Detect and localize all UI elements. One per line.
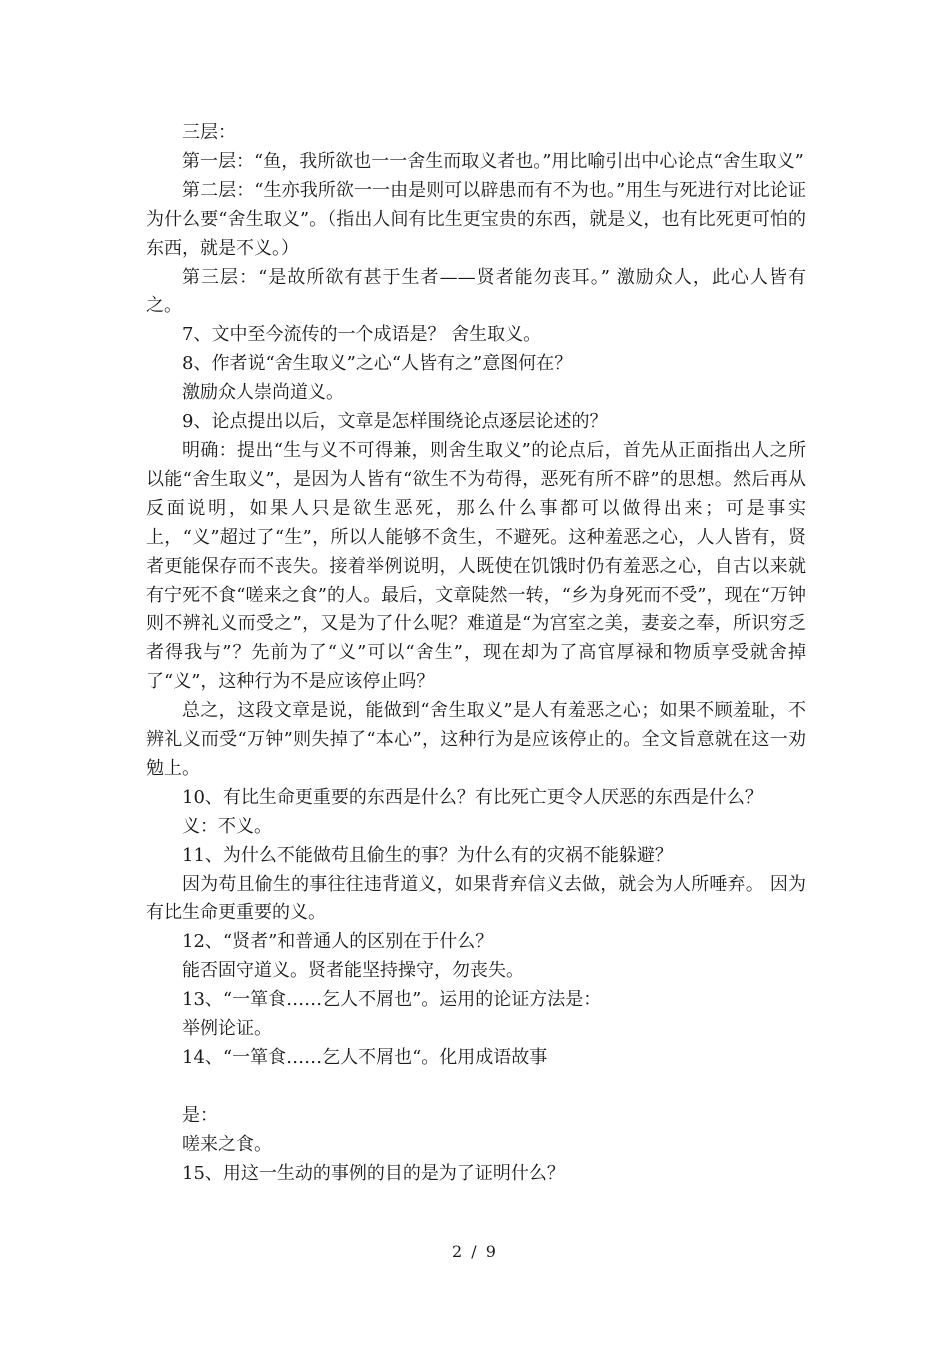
paragraph: 第一层：“鱼，我所欲也一一舍生而取义者也。”用比喻引出中心论点“舍生取义” bbox=[182, 150, 804, 172]
paragraph: 8、作者说“舍生取义”之心“人皆有之”意图何在？ bbox=[182, 353, 573, 375]
document-body bbox=[146, 119, 806, 1189]
page-number: 2 / 9 bbox=[452, 1242, 498, 1261]
paragraph: 13、“一箪食……乞人不屑也”。运用的论证方法是： bbox=[182, 989, 602, 1011]
paragraph: 嗟来之食。 bbox=[182, 1133, 272, 1155]
paragraph: 三层： bbox=[182, 122, 236, 143]
paragraph: 能否固守道义。贤者能坚持操守，勿丧失。 bbox=[182, 960, 524, 982]
paragraph: 是： bbox=[182, 1104, 218, 1126]
paragraph: 总之，这段文章是说，能做到“舍生取义”是人有羞恶之心；如果不顾羞耻，不辨礼义而受“万钟”则失掉了“本心”，这种行为是应该停止的。全文旨意就在这一劝勉上。 bbox=[146, 700, 806, 779]
paragraph: 明确：提出“生与义不可得兼，则舍生取义”的论点后，首先从正面指出人之所以能“舍生取义”，是因为人皆有“欲生不为苟得，恶死有所不辟”的思想。然后再从反面说明，如果人只是欲生恶死，那么什么事都可以做得出来；可是事实上，“义”超过了“生”，所以人能够不贪生，不避死。这种羞恶之心，人人皆有，贤者更能保存而不丧失。接着举例说明，人既使在饥饿时仍有羞恶之心，自古以来就有宁死不食“嗟来之食”的人。最后，文章陡然一转，“乡为身死而不受”，现在“万钟则不辨礼义而受之”，又是为了什么呢？难道是“为宫室之美，妻妾之奉，所识穷乏者得我与”？先前为了“义”可以“舍生”，现在却为了高官厚禄和物质享受就舍掉了“义”，这种行为不是应该停止吗？ bbox=[146, 439, 806, 693]
paragraph: 7、文中至今流传的一个成语是？ 舍生取义。 bbox=[182, 324, 542, 346]
paragraph: 12、“贤者”和普通人的区别在于什么？ bbox=[182, 931, 494, 953]
paragraph: 因为苟且偷生的事往往违背道义，如果背弃信义去做，就会为人所唾弃。 因为有比生命更重要的义。 bbox=[146, 873, 806, 924]
paragraph: 10、有比生命更重要的东西是什么？有比死亡更令人厌恶的东西是什么？ bbox=[182, 786, 763, 808]
paragraph: 第三层：“是故所欲有甚于生者——贤者能勿丧耳。” 激励众人，此心人皆有之。 bbox=[146, 266, 806, 317]
paragraph: 激励众人崇尚道义。 bbox=[182, 382, 344, 404]
paragraph: 14、“一箪食……乞人不屑也“。化用成语故事 bbox=[182, 1047, 548, 1068]
paragraph: 9、论点提出以后，文章是怎样围绕论点逐层论述的？ bbox=[182, 411, 608, 433]
paragraph: 11、为什么不能做苟且偷生的事？为什么有的灾祸不能躲避？ bbox=[182, 844, 673, 866]
paragraph: 义：不义。 bbox=[182, 815, 272, 837]
paragraph: 第二层：“生亦我所欲一一由是则可以辟患而有不为也。”用生与死进行对比论证为什么要“舍生取义”。（指出人间有比生更宝贵的东西，就是义，也有比死更可怕的东西，就是不义。） bbox=[146, 179, 806, 259]
paragraph: 15、用这一生动的事例的目的是为了证明什么？ bbox=[182, 1162, 565, 1184]
paragraph: 举例论证。 bbox=[182, 1018, 272, 1040]
